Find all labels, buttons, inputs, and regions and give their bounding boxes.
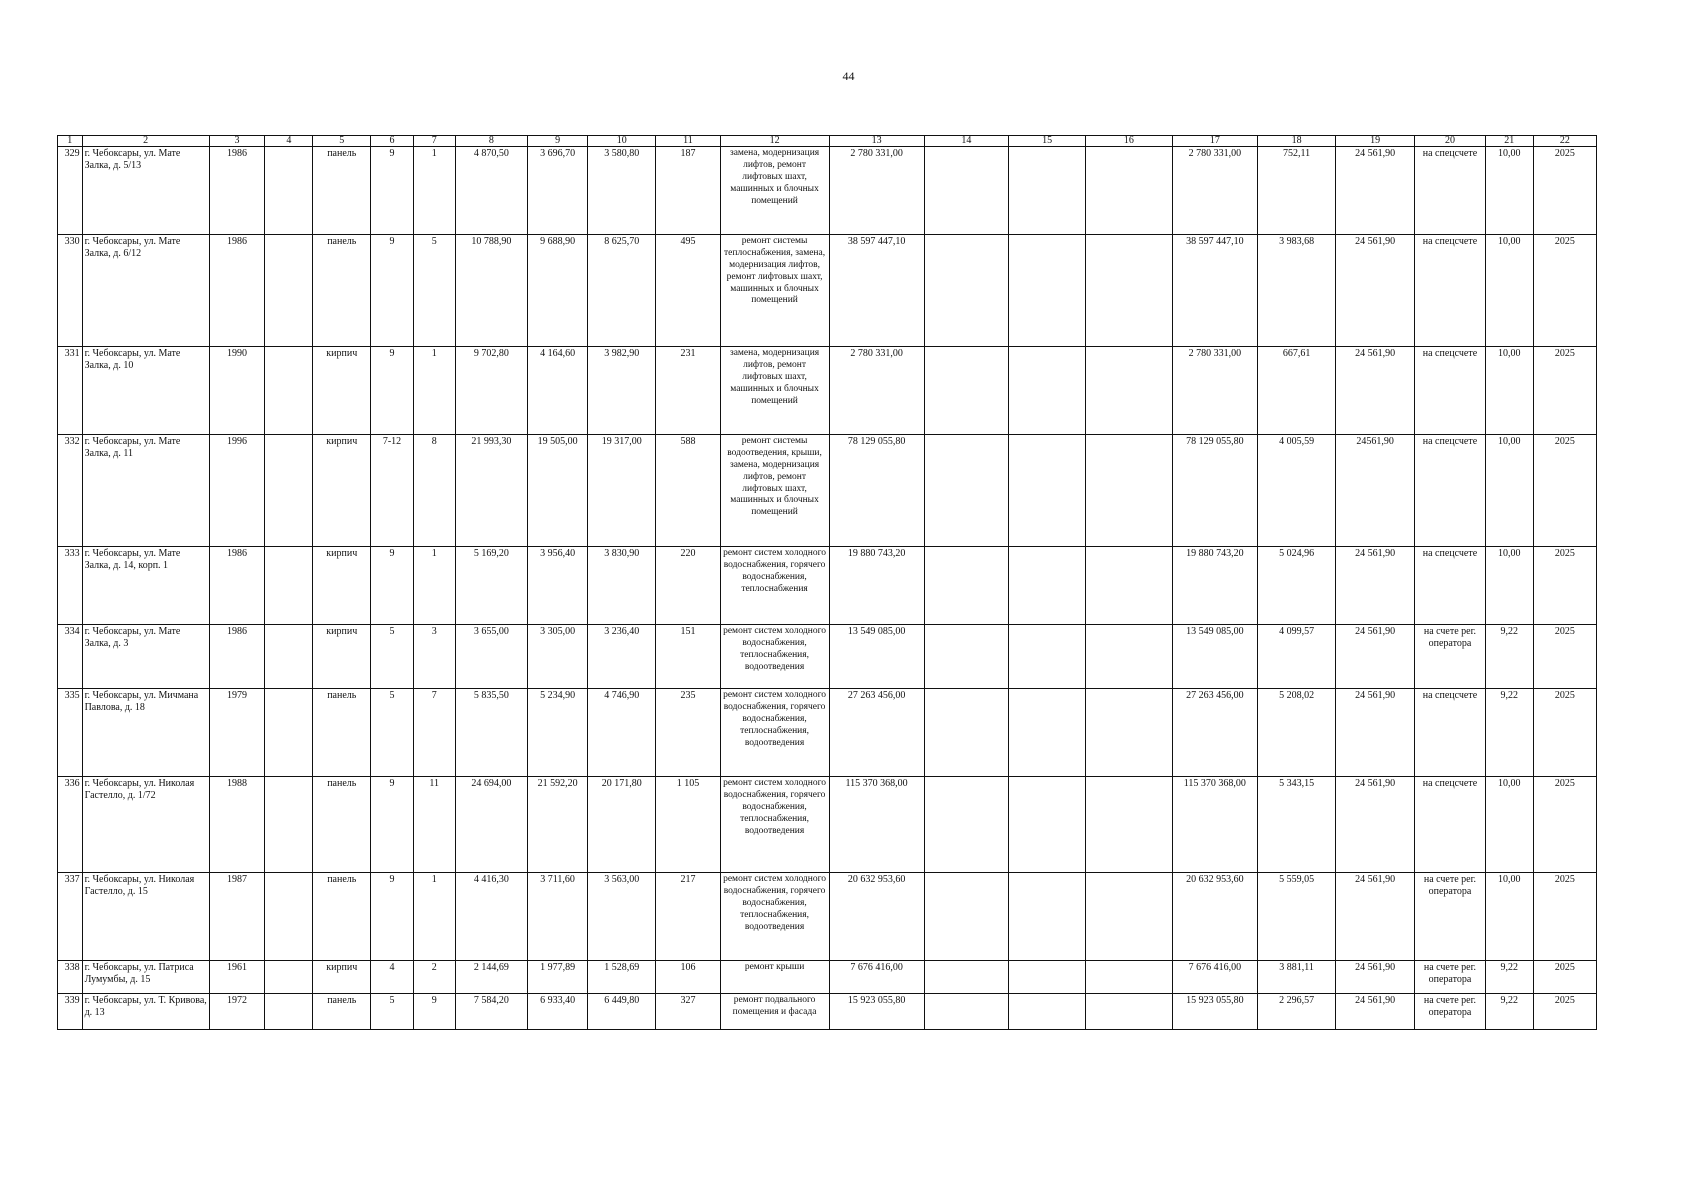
cell-area-residential: 8 625,70	[588, 235, 656, 347]
cell-works-list: ремонт крыши	[720, 961, 829, 994]
cell-fund-method: на спецсчете	[1415, 435, 1486, 547]
cell-floors: 9	[371, 347, 414, 435]
cell-col-21: 10,00	[1485, 777, 1533, 873]
cell-row-number: 329	[58, 147, 83, 235]
cell-col-16	[1086, 777, 1173, 873]
cell-col-4	[265, 147, 313, 235]
cell-col-15	[1009, 689, 1086, 777]
cell-residents: 187	[656, 147, 720, 235]
cell-area-total: 21 993,30	[455, 435, 528, 547]
cell-residents: 235	[656, 689, 720, 777]
cell-entrances: 11	[413, 777, 455, 873]
cell-cost-per-m2: 2 296,57	[1258, 994, 1336, 1030]
cell-row-number: 331	[58, 347, 83, 435]
cell-repair-year: 2025	[1533, 235, 1596, 347]
cell-cost-limit: 24 561,90	[1336, 994, 1415, 1030]
cell-col-16	[1086, 994, 1173, 1030]
cell-area-premises: 6 933,40	[528, 994, 588, 1030]
table-row	[58, 777, 1597, 873]
cell-row-number: 336	[58, 777, 83, 873]
cell-col-21: 9,22	[1485, 994, 1533, 1030]
cell-area-total: 10 788,90	[455, 235, 528, 347]
cell-cost-limit: 24 561,90	[1336, 777, 1415, 873]
cell-area-residential: 3 563,00	[588, 873, 656, 961]
cell-row-number: 334	[58, 625, 83, 689]
cell-cost-fund: 15 923 055,80	[1172, 994, 1258, 1030]
cell-works-list: ремонт систем холодного водоснабжения, горячего водоснабжения, теплоснабжения, водоотведения	[720, 777, 829, 873]
column-number-20: 20	[1415, 136, 1486, 147]
cell-wall-material: кирпич	[313, 625, 371, 689]
column-number-21: 21	[1485, 136, 1533, 147]
cell-col-16	[1086, 625, 1173, 689]
cell-year-built: 1990	[209, 347, 265, 435]
cell-address: г. Чебоксары, ул. Мате Залка, д. 11	[82, 435, 209, 547]
cell-col-14	[924, 625, 1008, 689]
cell-residents: 495	[656, 235, 720, 347]
cell-wall-material: кирпич	[313, 347, 371, 435]
cell-address: г. Чебоксары, ул. Мате Залка, д. 10	[82, 347, 209, 435]
cell-col-16	[1086, 435, 1173, 547]
cell-wall-material: кирпич	[313, 547, 371, 625]
cell-cost-per-m2: 752,11	[1258, 147, 1336, 235]
cell-repair-year: 2025	[1533, 994, 1596, 1030]
cell-col-4	[265, 994, 313, 1030]
cell-fund-method: на спецсчете	[1415, 689, 1486, 777]
cell-entrances: 8	[413, 435, 455, 547]
cell-area-total: 4 870,50	[455, 147, 528, 235]
cell-col-16	[1086, 961, 1173, 994]
cell-cost-fund: 2 780 331,00	[1172, 147, 1258, 235]
cell-col-4	[265, 961, 313, 994]
cell-fund-method: на спецсчете	[1415, 235, 1486, 347]
cell-area-premises: 9 688,90	[528, 235, 588, 347]
cell-floors: 5	[371, 689, 414, 777]
column-number-6: 6	[371, 136, 414, 147]
cell-year-built: 1986	[209, 625, 265, 689]
cell-residents: 217	[656, 873, 720, 961]
column-number-5: 5	[313, 136, 371, 147]
cell-col-14	[924, 547, 1008, 625]
cell-residents: 1 105	[656, 777, 720, 873]
cell-col-15	[1009, 235, 1086, 347]
column-number-7: 7	[413, 136, 455, 147]
cell-row-number: 335	[58, 689, 83, 777]
column-number-4: 4	[265, 136, 313, 147]
cell-col-4	[265, 873, 313, 961]
cell-col-14	[924, 347, 1008, 435]
cell-area-premises: 1 977,89	[528, 961, 588, 994]
cell-area-residential: 19 317,00	[588, 435, 656, 547]
cell-col-14	[924, 873, 1008, 961]
cell-fund-method: на спецсчете	[1415, 347, 1486, 435]
cell-residents: 231	[656, 347, 720, 435]
cell-address: г. Чебоксары, ул. Мате Залка, д. 14, корп. 1	[82, 547, 209, 625]
cell-cost-fund: 19 880 743,20	[1172, 547, 1258, 625]
table-row	[58, 547, 1597, 625]
cell-residents: 327	[656, 994, 720, 1030]
cell-residents: 220	[656, 547, 720, 625]
cell-repair-year: 2025	[1533, 777, 1596, 873]
cell-cost-total: 13 549 085,00	[829, 625, 924, 689]
cell-cost-fund: 2 780 331,00	[1172, 347, 1258, 435]
cell-area-total: 4 416,30	[455, 873, 528, 961]
cell-year-built: 1986	[209, 235, 265, 347]
cell-col-21: 9,22	[1485, 689, 1533, 777]
cell-floors: 7-12	[371, 435, 414, 547]
cell-area-residential: 3 982,90	[588, 347, 656, 435]
cell-wall-material: панель	[313, 235, 371, 347]
cell-col-21: 9,22	[1485, 961, 1533, 994]
column-number-10: 10	[588, 136, 656, 147]
cell-col-14	[924, 994, 1008, 1030]
cell-row-number: 330	[58, 235, 83, 347]
capital-repair-table	[57, 135, 1597, 1030]
cell-col-4	[265, 547, 313, 625]
cell-col-16	[1086, 547, 1173, 625]
cell-col-15	[1009, 547, 1086, 625]
cell-col-14	[924, 147, 1008, 235]
cell-address: г. Чебоксары, ул. Т. Кривова, д. 13	[82, 994, 209, 1030]
cell-cost-per-m2: 5 343,15	[1258, 777, 1336, 873]
cell-col-4	[265, 777, 313, 873]
cell-repair-year: 2025	[1533, 547, 1596, 625]
column-number-16: 16	[1086, 136, 1173, 147]
cell-cost-per-m2: 4 099,57	[1258, 625, 1336, 689]
cell-col-14	[924, 435, 1008, 547]
cell-address: г. Чебоксары, ул. Мичмана Павлова, д. 18	[82, 689, 209, 777]
cell-col-15	[1009, 961, 1086, 994]
cell-cost-fund: 115 370 368,00	[1172, 777, 1258, 873]
cell-floors: 5	[371, 625, 414, 689]
table-row	[58, 689, 1597, 777]
cell-wall-material: панель	[313, 777, 371, 873]
cell-address: г. Чебоксары, ул. Мате Залка, д. 5/13	[82, 147, 209, 235]
cell-wall-material: панель	[313, 689, 371, 777]
cell-col-16	[1086, 873, 1173, 961]
cell-cost-per-m2: 5 208,02	[1258, 689, 1336, 777]
cell-cost-per-m2: 3 881,11	[1258, 961, 1336, 994]
cell-col-4	[265, 235, 313, 347]
cell-col-14	[924, 235, 1008, 347]
cell-cost-total: 2 780 331,00	[829, 147, 924, 235]
cell-area-total: 9 702,80	[455, 347, 528, 435]
cell-cost-limit: 24 561,90	[1336, 235, 1415, 347]
cell-address: г. Чебоксары, ул. Патриса Лумумбы, д. 15	[82, 961, 209, 994]
cell-entrances: 1	[413, 547, 455, 625]
cell-col-21: 10,00	[1485, 547, 1533, 625]
column-number-1: 1	[58, 136, 83, 147]
table-row	[58, 625, 1597, 689]
cell-address: г. Чебоксары, ул. Николая Гастелло, д. 1/72	[82, 777, 209, 873]
cell-fund-method: на счете рег. оператора	[1415, 625, 1486, 689]
cell-col-15	[1009, 873, 1086, 961]
cell-fund-method: на счете рег. оператора	[1415, 961, 1486, 994]
cell-cost-fund: 13 549 085,00	[1172, 625, 1258, 689]
cell-area-premises: 3 956,40	[528, 547, 588, 625]
cell-year-built: 1996	[209, 435, 265, 547]
cell-cost-limit: 24561,90	[1336, 435, 1415, 547]
table-row	[58, 994, 1597, 1030]
cell-address: г. Чебоксары, ул. Николая Гастелло, д. 15	[82, 873, 209, 961]
cell-col-16	[1086, 235, 1173, 347]
cell-area-premises: 3 305,00	[528, 625, 588, 689]
cell-cost-fund: 7 676 416,00	[1172, 961, 1258, 994]
cell-works-list: ремонт системы водоотведения, крыши, замена, модернизация лифтов, ремонт лифтовых шахт, машинных и блочных помещений	[720, 435, 829, 547]
cell-residents: 106	[656, 961, 720, 994]
cell-area-residential: 3 236,40	[588, 625, 656, 689]
cell-cost-limit: 24 561,90	[1336, 547, 1415, 625]
column-number-18: 18	[1258, 136, 1336, 147]
cell-cost-per-m2: 5 559,05	[1258, 873, 1336, 961]
table-row	[58, 873, 1597, 961]
cell-fund-method: на спецсчете	[1415, 147, 1486, 235]
cell-works-list: ремонт систем холодного водоснабжения, теплоснабжения, водоотведения	[720, 625, 829, 689]
cell-area-residential: 6 449,80	[588, 994, 656, 1030]
cell-fund-method: на спецсчете	[1415, 547, 1486, 625]
cell-works-list: ремонт подвального помещения и фасада	[720, 994, 829, 1030]
cell-year-built: 1988	[209, 777, 265, 873]
cell-year-built: 1986	[209, 547, 265, 625]
cell-wall-material: панель	[313, 147, 371, 235]
cell-area-premises: 19 505,00	[528, 435, 588, 547]
cell-cost-total: 7 676 416,00	[829, 961, 924, 994]
column-number-13: 13	[829, 136, 924, 147]
cell-repair-year: 2025	[1533, 961, 1596, 994]
cell-cost-fund: 38 597 447,10	[1172, 235, 1258, 347]
cell-area-total: 7 584,20	[455, 994, 528, 1030]
cell-col-16	[1086, 347, 1173, 435]
cell-address: г. Чебоксары, ул. Мате Залка, д. 6/12	[82, 235, 209, 347]
cell-floors: 5	[371, 994, 414, 1030]
cell-col-4	[265, 625, 313, 689]
cell-year-built: 1961	[209, 961, 265, 994]
cell-wall-material: кирпич	[313, 961, 371, 994]
cell-col-15	[1009, 347, 1086, 435]
cell-cost-total: 2 780 331,00	[829, 347, 924, 435]
cell-cost-total: 27 263 456,00	[829, 689, 924, 777]
column-number-3: 3	[209, 136, 265, 147]
cell-col-15	[1009, 777, 1086, 873]
cell-wall-material: кирпич	[313, 435, 371, 547]
cell-year-built: 1986	[209, 147, 265, 235]
cell-col-15	[1009, 625, 1086, 689]
cell-row-number: 337	[58, 873, 83, 961]
cell-area-residential: 3 580,80	[588, 147, 656, 235]
cell-cost-total: 19 880 743,20	[829, 547, 924, 625]
cell-col-15	[1009, 994, 1086, 1030]
cell-cost-limit: 24 561,90	[1336, 625, 1415, 689]
cell-works-list: ремонт систем холодного водоснабжения, горячего водоснабжения, теплоснабжения	[720, 547, 829, 625]
cell-col-4	[265, 689, 313, 777]
cell-area-total: 2 144,69	[455, 961, 528, 994]
cell-repair-year: 2025	[1533, 147, 1596, 235]
cell-col-15	[1009, 147, 1086, 235]
column-number-15: 15	[1009, 136, 1086, 147]
column-number-12: 12	[720, 136, 829, 147]
column-number-2: 2	[82, 136, 209, 147]
cell-floors: 9	[371, 873, 414, 961]
cell-floors: 9	[371, 147, 414, 235]
cell-col-4	[265, 435, 313, 547]
table-row	[58, 435, 1597, 547]
cell-area-residential: 4 746,90	[588, 689, 656, 777]
cell-year-built: 1979	[209, 689, 265, 777]
cell-wall-material: панель	[313, 873, 371, 961]
cell-area-premises: 5 234,90	[528, 689, 588, 777]
cell-cost-total: 115 370 368,00	[829, 777, 924, 873]
cell-col-14	[924, 777, 1008, 873]
cell-repair-year: 2025	[1533, 435, 1596, 547]
cell-area-premises: 3 696,70	[528, 147, 588, 235]
cell-cost-limit: 24 561,90	[1336, 961, 1415, 994]
cell-row-number: 333	[58, 547, 83, 625]
cell-col-21: 9,22	[1485, 625, 1533, 689]
cell-col-21: 10,00	[1485, 235, 1533, 347]
cell-entrances: 2	[413, 961, 455, 994]
cell-year-built: 1972	[209, 994, 265, 1030]
cell-works-list: ремонт системы теплоснабжения, замена, модернизация лифтов, ремонт лифтовых шахт, машинных и блочных помещений	[720, 235, 829, 347]
cell-cost-fund: 27 263 456,00	[1172, 689, 1258, 777]
cell-col-21: 10,00	[1485, 435, 1533, 547]
cell-col-21: 10,00	[1485, 147, 1533, 235]
cell-address: г. Чебоксары, ул. Мате Залка, д. 3	[82, 625, 209, 689]
cell-works-list: ремонт систем холодного водоснабжения, горячего водоснабжения, теплоснабжения, водоотведения	[720, 689, 829, 777]
column-number-14: 14	[924, 136, 1008, 147]
cell-col-16	[1086, 147, 1173, 235]
cell-cost-per-m2: 3 983,68	[1258, 235, 1336, 347]
table-row	[58, 347, 1597, 435]
cell-entrances: 9	[413, 994, 455, 1030]
cell-residents: 588	[656, 435, 720, 547]
cell-fund-method: на спецсчете	[1415, 777, 1486, 873]
cell-cost-fund: 20 632 953,60	[1172, 873, 1258, 961]
table-row	[58, 961, 1597, 994]
cell-col-4	[265, 347, 313, 435]
cell-cost-total: 15 923 055,80	[829, 994, 924, 1030]
cell-entrances: 1	[413, 347, 455, 435]
cell-wall-material: панель	[313, 994, 371, 1030]
cell-col-14	[924, 961, 1008, 994]
cell-entrances: 1	[413, 147, 455, 235]
cell-col-14	[924, 689, 1008, 777]
cell-cost-limit: 24 561,90	[1336, 689, 1415, 777]
cell-works-list: замена, модернизация лифтов, ремонт лифтовых шахт, машинных и блочных помещений	[720, 147, 829, 235]
column-number-row	[58, 136, 1597, 147]
cell-cost-limit: 24 561,90	[1336, 873, 1415, 961]
cell-fund-method: на счете рег. оператора	[1415, 994, 1486, 1030]
cell-area-total: 24 694,00	[455, 777, 528, 873]
cell-entrances: 7	[413, 689, 455, 777]
cell-col-16	[1086, 689, 1173, 777]
cell-row-number: 332	[58, 435, 83, 547]
cell-residents: 151	[656, 625, 720, 689]
cell-entrances: 3	[413, 625, 455, 689]
cell-row-number: 339	[58, 994, 83, 1030]
cell-cost-total: 78 129 055,80	[829, 435, 924, 547]
cell-area-premises: 4 164,60	[528, 347, 588, 435]
cell-area-residential: 3 830,90	[588, 547, 656, 625]
cell-area-total: 5 835,50	[455, 689, 528, 777]
cell-area-premises: 21 592,20	[528, 777, 588, 873]
cell-area-total: 3 655,00	[455, 625, 528, 689]
cell-cost-per-m2: 667,61	[1258, 347, 1336, 435]
cell-cost-total: 20 632 953,60	[829, 873, 924, 961]
cell-fund-method: на счете рег. оператора	[1415, 873, 1486, 961]
cell-repair-year: 2025	[1533, 873, 1596, 961]
cell-area-residential: 20 171,80	[588, 777, 656, 873]
cell-col-21: 10,00	[1485, 873, 1533, 961]
cell-floors: 9	[371, 547, 414, 625]
cell-floors: 4	[371, 961, 414, 994]
cell-cost-limit: 24 561,90	[1336, 147, 1415, 235]
column-number-17: 17	[1172, 136, 1258, 147]
cell-area-premises: 3 711,60	[528, 873, 588, 961]
cell-cost-fund: 78 129 055,80	[1172, 435, 1258, 547]
cell-floors: 9	[371, 777, 414, 873]
cell-row-number: 338	[58, 961, 83, 994]
cell-cost-total: 38 597 447,10	[829, 235, 924, 347]
table-row	[58, 235, 1597, 347]
cell-area-total: 5 169,20	[455, 547, 528, 625]
cell-year-built: 1987	[209, 873, 265, 961]
column-number-11: 11	[656, 136, 720, 147]
cell-col-21: 10,00	[1485, 347, 1533, 435]
cell-col-15	[1009, 435, 1086, 547]
cell-repair-year: 2025	[1533, 689, 1596, 777]
cell-repair-year: 2025	[1533, 347, 1596, 435]
cell-entrances: 1	[413, 873, 455, 961]
cell-cost-limit: 24 561,90	[1336, 347, 1415, 435]
cell-cost-per-m2: 4 005,59	[1258, 435, 1336, 547]
cell-cost-per-m2: 5 024,96	[1258, 547, 1336, 625]
cell-works-list: ремонт систем холодного водоснабжения, горячего водоснабжения, теплоснабжения, водоотведения	[720, 873, 829, 961]
column-number-19: 19	[1336, 136, 1415, 147]
page-number: 44	[842, 69, 855, 83]
column-number-8: 8	[455, 136, 528, 147]
cell-floors: 9	[371, 235, 414, 347]
column-number-9: 9	[528, 136, 588, 147]
cell-area-residential: 1 528,69	[588, 961, 656, 994]
cell-repair-year: 2025	[1533, 625, 1596, 689]
cell-works-list: замена, модернизация лифтов, ремонт лифтовых шахт, машинных и блочных помещений	[720, 347, 829, 435]
cell-entrances: 5	[413, 235, 455, 347]
table-row	[58, 147, 1597, 235]
column-number-22: 22	[1533, 136, 1596, 147]
